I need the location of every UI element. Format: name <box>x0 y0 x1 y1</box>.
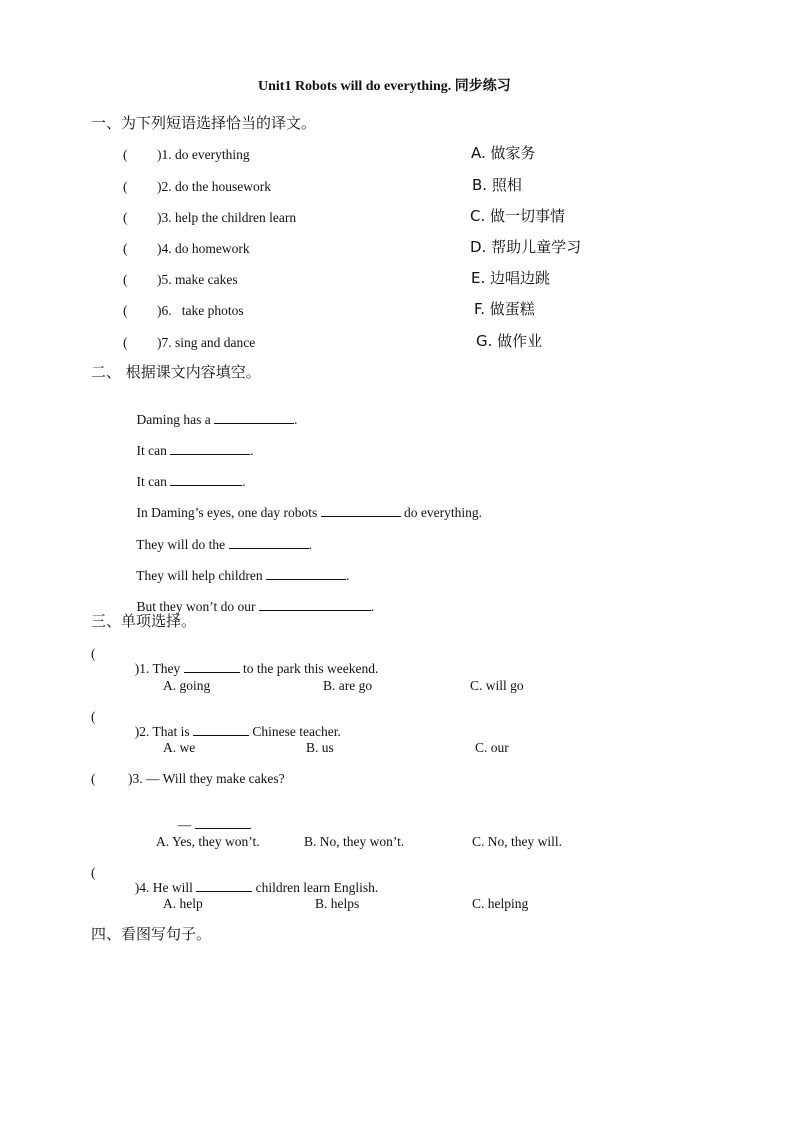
list-item-option: D. 帮助儿童学习 <box>470 238 582 256</box>
fill-line-text: They will do the <box>136 536 229 552</box>
list-item-option: B. 照相 <box>472 176 522 194</box>
option-a: A. help <box>163 896 203 911</box>
list-item-option: G. 做作业 <box>476 332 543 350</box>
option-a: A. going <box>163 678 211 693</box>
answer-blank[interactable] <box>170 443 250 455</box>
fill-line-end: . <box>242 473 246 489</box>
question-paren: ( <box>91 865 96 880</box>
fill-line-end: . <box>345 567 350 583</box>
fill-line-end: . <box>308 536 312 552</box>
section-3-heading: 三、单项选择。 <box>91 612 197 630</box>
list-item-paren: ( <box>123 272 128 287</box>
option-c: C. our <box>475 740 509 755</box>
answer-blank[interactable] <box>321 505 401 517</box>
fill-line-text: It can <box>136 442 171 458</box>
question-paren: ( <box>91 709 96 724</box>
option-c: C. No, they will. <box>472 834 562 849</box>
section-1-heading: 一、为下列短语选择恰当的译文。 <box>91 114 317 132</box>
question-text-end: to the park this weekend. <box>239 660 379 676</box>
answer-dash: — <box>177 816 192 832</box>
question-text: )1. They <box>134 660 184 676</box>
list-item-phrase: )1. do everything <box>157 147 250 162</box>
answer-blank[interactable] <box>195 817 251 829</box>
list-item-paren: ( <box>123 241 128 256</box>
option-c: C. will go <box>470 678 524 693</box>
list-item-paren: ( <box>123 303 128 318</box>
list-item-phrase: )6. take photos <box>157 303 244 318</box>
answer-blank[interactable] <box>193 724 249 736</box>
list-item-paren: ( <box>123 210 128 225</box>
page-title: Unit1 Robots will do everything. 同步练习 <box>258 79 511 94</box>
answer-blank[interactable] <box>170 474 242 486</box>
list-item-phrase: )5. make cakes <box>157 272 238 287</box>
question-2 <box>128 710 341 738</box>
question-3: )3. — Will they make cakes? <box>128 771 285 786</box>
section-2-heading: 二、 根据课文内容填空。 <box>91 363 261 381</box>
fill-line-text: It can <box>136 473 171 489</box>
list-item-phrase: )7. sing and dance <box>157 335 256 350</box>
option-c: C. helping <box>472 896 529 911</box>
list-item-paren: ( <box>123 179 128 194</box>
fill-line-text: Daming has a <box>136 411 215 427</box>
option-a: A. Yes, they won’t. <box>156 834 260 849</box>
question-paren: ( <box>91 646 96 661</box>
question-text-end: Chinese teacher. <box>249 723 341 739</box>
question-text-end: children learn English. <box>252 879 379 895</box>
answer-blank[interactable] <box>184 661 240 673</box>
answer-blank[interactable] <box>266 568 346 580</box>
fill-line-text: But they won’t do our <box>136 598 259 614</box>
question-paren: ( <box>91 771 96 786</box>
option-a: A. we <box>163 740 196 755</box>
question-1 <box>128 647 378 675</box>
option-b: B. us <box>306 740 334 755</box>
answer-blank[interactable] <box>229 537 309 549</box>
answer-blank[interactable] <box>259 599 371 611</box>
question-text: )4. He will <box>134 879 197 895</box>
fill-line-end: . <box>370 598 375 614</box>
list-item-phrase: )2. do the housework <box>157 179 271 194</box>
list-item-paren: ( <box>123 335 128 350</box>
fill-line-end: do everything. <box>400 504 482 520</box>
option-b: B. are go <box>323 678 373 693</box>
section-4-heading: 四、看图写句子。 <box>91 925 212 943</box>
list-item-option: C. 做一切事情 <box>470 207 566 225</box>
answer-line <box>171 803 251 831</box>
fill-line-end: . <box>294 411 298 427</box>
option-b: B. helps <box>315 896 360 911</box>
list-item-phrase: )4. do homework <box>157 241 250 256</box>
option-b: B. No, they won’t. <box>304 834 405 849</box>
question-4 <box>128 866 378 894</box>
list-item-phrase: )3. help the children learn <box>157 210 297 225</box>
fill-line-text: In Daming’s eyes, one day robots <box>136 504 321 520</box>
list-item-paren: ( <box>123 147 128 162</box>
list-item-option: F. 做蛋糕 <box>474 300 535 318</box>
question-text: )2. That is <box>134 723 193 739</box>
fill-line-end: . <box>250 442 254 458</box>
fill-line-text: They will help children <box>136 567 266 583</box>
answer-blank[interactable] <box>196 880 252 892</box>
answer-blank[interactable] <box>214 412 294 424</box>
list-item-option: A. 做家务 <box>471 144 536 162</box>
list-item-option: E. 边唱边跳 <box>471 269 551 287</box>
